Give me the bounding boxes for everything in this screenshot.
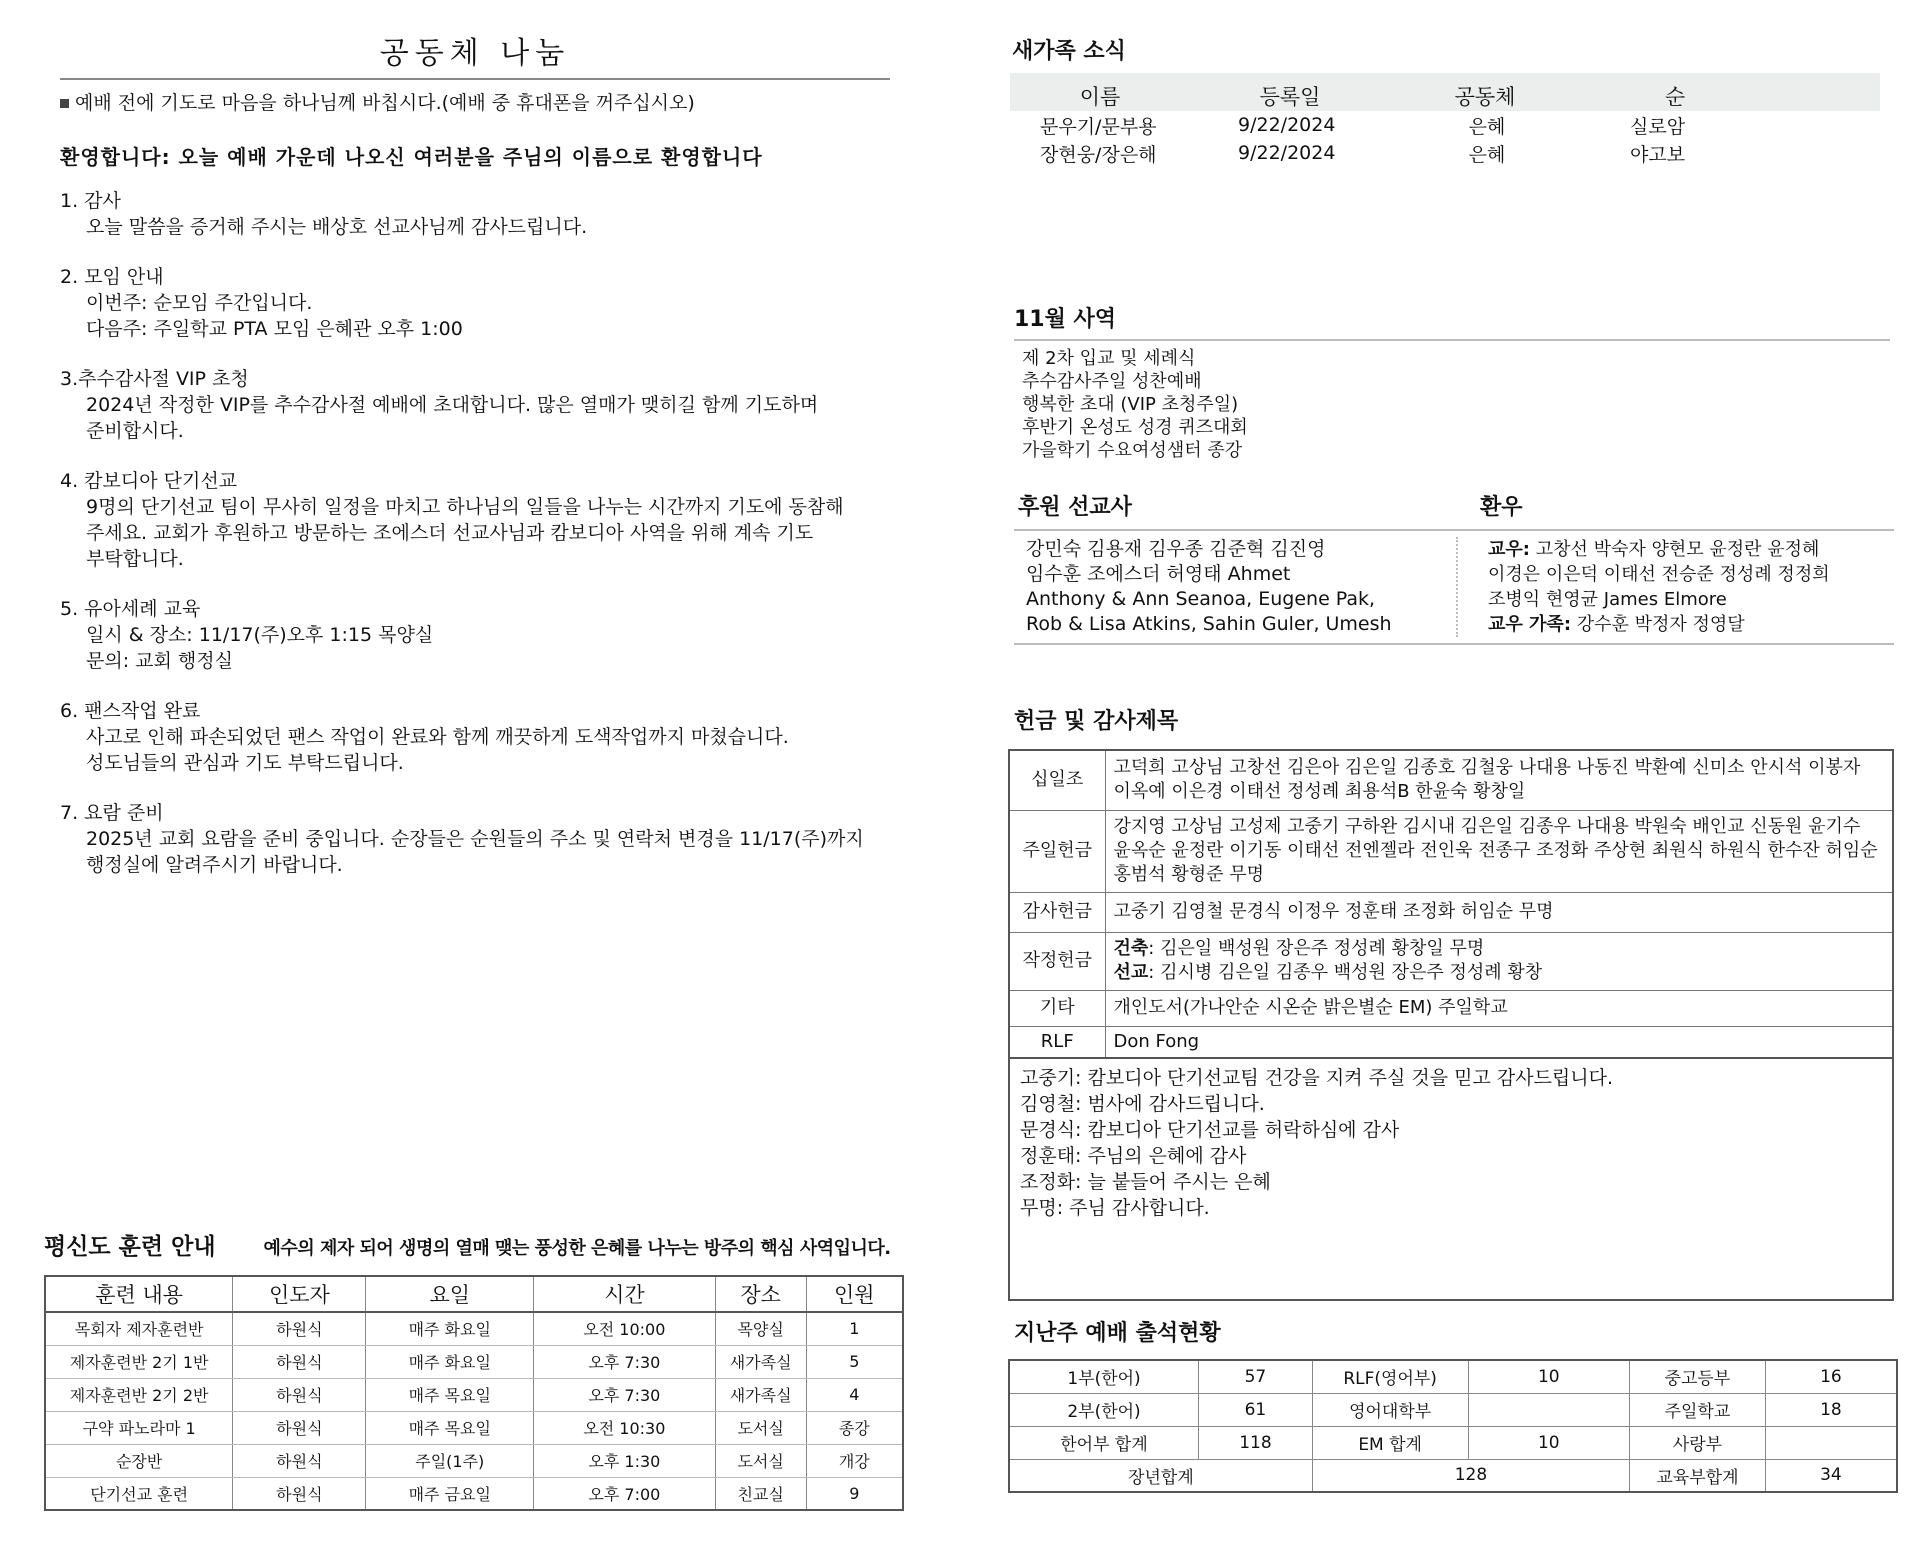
training-cell: 하원식: [233, 1477, 366, 1510]
pledge-line: 선교: 김시병 김은일 김종우 백성원 장은주 정성례 황창: [1113, 962, 1543, 983]
table-row: [1009, 1360, 1897, 1393]
table-row: [1009, 892, 1893, 932]
announcement-body: [60, 724, 890, 776]
announcement-line: 문의: 교회 행정실: [86, 650, 233, 672]
worship-notice: 예배 전에 기도로 마음을 하나님께 바칩시다.(예배 중 휴대폰을 꺼주십시오): [60, 88, 890, 115]
list-item: 행복한 초대 (VIP 초청주일): [1022, 394, 1239, 415]
training-header-cell: 훈련 내용: [45, 1276, 233, 1312]
patients-title: 환우: [1480, 495, 1523, 520]
new-family-cell: 은혜: [1468, 115, 1506, 138]
training-cell: 친교실: [715, 1477, 806, 1510]
offering-label: RLF: [1009, 1026, 1105, 1058]
attendance-cell: 2부(한어): [1009, 1393, 1199, 1426]
announcement-list: [60, 188, 890, 878]
training-cell: 오후 1:30: [534, 1444, 716, 1477]
new-family-cell: 9/22/2024: [1238, 142, 1336, 164]
table-row: [1009, 932, 1893, 990]
table-row: [1009, 810, 1893, 892]
missionary-line: Rob & Lisa Atkins, Sahin Guler, Umesh: [1026, 613, 1392, 635]
training-cell: 제자훈련반 2기 1반: [45, 1345, 233, 1378]
announcement-line: 준비합시다.: [86, 420, 184, 442]
list-item: 추수감사주일 성찬예배: [1022, 371, 1202, 392]
announcement-title: 7. 요람 준비: [60, 802, 164, 824]
offering-line: 이옥예 이은경 이태선 정성례 최용석B 한윤숙 황창일: [1113, 781, 1526, 803]
attendance-cell: 10: [1468, 1426, 1630, 1459]
attendance-cell: [1468, 1393, 1630, 1426]
attendance-cell: 영어대학부: [1312, 1393, 1468, 1426]
attendance-total-cell: 128: [1312, 1459, 1629, 1492]
announcement-title: 4. 캄보디아 단기선교: [60, 470, 238, 492]
offering-line: 윤옥순 윤정란 이기동 이태선 전엔젤라 전인욱 전종구 조정화 주상현 최원식 하원식 한수잔 허임순: [1113, 840, 1878, 861]
offering-section: [1014, 704, 1900, 1301]
new-family-cell: 은혜: [1468, 143, 1506, 166]
november-title: 11월 사역: [1014, 302, 1890, 341]
announcement-body: [60, 494, 890, 572]
table-row: [1009, 1393, 1897, 1426]
square-bullet-icon: [60, 99, 69, 108]
pledge-line: 건축: 김은일 백성원 장은주 정성례 황창일 무명: [1113, 938, 1485, 959]
page-title: 공동체 나눔: [60, 28, 890, 80]
offering-table: [1008, 749, 1894, 1059]
attendance-total-cell: 34: [1765, 1459, 1897, 1492]
training-title: 평신도 훈련 안내: [44, 1234, 216, 1260]
welcome-message: 환영합니다: 오늘 예배 가운데 나오신 여러분을 주님의 이름으로 환영합니다: [60, 145, 763, 169]
offering-label: 십일조: [1009, 750, 1105, 810]
announcement-line: 주세요. 교회가 후원하고 방문하는 조에스더 선교사님과 캄보디아 사역을 위해 계속 기도: [86, 522, 814, 544]
november-ministry-section: [1014, 302, 1890, 462]
announcement-line: 2025년 교회 요람을 준비 중입니다. 순장들은 순원들의 주소 및 연락처 변경을 11/17(주)까지: [86, 828, 864, 850]
attendance-title: 지난주 예배 출석현황: [1014, 1321, 1221, 1346]
training-cell: 하원식: [233, 1312, 366, 1345]
announcement-body: [60, 392, 890, 444]
training-header-cell: 요일: [366, 1276, 534, 1312]
training-cell: 오전 10:00: [534, 1312, 716, 1345]
announcement-item: [60, 698, 890, 776]
announcement-title: 3.추수감사절 VIP 초청: [60, 368, 249, 390]
announcement-title: 5. 유아세례 교육: [60, 598, 201, 620]
table-row: [45, 1411, 903, 1444]
training-cell: 목양실: [715, 1312, 806, 1345]
new-family-cell: 문우기/문부용: [1040, 115, 1157, 138]
announcement-body: [60, 826, 890, 878]
training-cell: 4: [806, 1378, 903, 1411]
announcement-body: [60, 290, 890, 342]
thanks-line: 정훈태: 주님의 은혜에 감사: [1020, 1145, 1247, 1167]
attendance-cell: EM 합계: [1312, 1426, 1468, 1459]
training-cell: 오후 7:30: [534, 1378, 716, 1411]
announcement-line: 행정실에 알려주시기 바랍니다.: [86, 854, 343, 876]
table-row: [45, 1444, 903, 1477]
community-sharing-section: [60, 28, 890, 878]
attendance-cell: 61: [1199, 1393, 1313, 1426]
missionary-line: Anthony & Ann Seanoa, Eugene Pak,: [1026, 588, 1376, 610]
announcement-line: 오늘 말씀을 증거해 주시는 배상호 선교사님께 감사드립니다.: [86, 216, 588, 238]
offering-label: 감사헌금: [1009, 892, 1105, 932]
offering-value: [1105, 750, 1893, 810]
attendance-cell: 1부(한어): [1009, 1360, 1199, 1393]
training-cell: 제자훈련반 2기 2반: [45, 1378, 233, 1411]
missionary-line: 강민숙 김용재 김우종 김준혁 김진영: [1026, 538, 1326, 560]
offering-value: [1105, 1026, 1893, 1058]
training-cell: 매주 화요일: [366, 1345, 534, 1378]
table-row: [1009, 1026, 1893, 1058]
announcement-item: [60, 800, 890, 878]
training-cell: 하원식: [233, 1444, 366, 1477]
missionary-line: 임수훈 조에스더 허영태 Ahmet: [1026, 563, 1291, 585]
training-cell: 매주 화요일: [366, 1312, 534, 1345]
missionary-list: [1026, 537, 1456, 637]
table-row: [45, 1345, 903, 1378]
new-family-section: [1012, 34, 1880, 167]
patient-list: 교우: 고창선 박숙자 양현모 윤정란 윤정혜 이경은 이은덕 이태선 전승준 정성례 정정희 조병익 현영균 James Elmore 교우 가족: 강수훈 박정자 정영달: [1456, 537, 1894, 637]
offering-line: 강지영 고상님 고성제 고중기 구하완 김시내 김은일 김종우 나대용 박원숙 배인교 신동원 윤기수: [1113, 816, 1861, 837]
announcement-item: [60, 366, 890, 444]
new-family-title: 새가족 소식: [1012, 39, 1126, 64]
training-table: [44, 1275, 904, 1511]
announcement-item: [60, 188, 890, 240]
new-family-header: [1010, 73, 1880, 111]
header-date: 등록일: [1259, 85, 1321, 109]
training-cell: 새가족실: [715, 1378, 806, 1411]
offering-value: [1105, 892, 1893, 932]
offering-value: [1105, 932, 1893, 990]
thanks-line: 조정화: 늘 붙들어 주시는 은혜: [1020, 1171, 1271, 1193]
training-cell: 도서실: [715, 1444, 806, 1477]
thanks-line: 무명: 주님 감사합니다.: [1020, 1197, 1210, 1219]
november-list: [1014, 347, 1890, 462]
training-cell: 종강: [806, 1411, 903, 1444]
announcement-line: 9명의 단기선교 팀이 무사히 일정을 마치고 하나님의 일들을 나누는 시간까지 기도에 동참해: [86, 496, 844, 518]
header-name: 이름: [1079, 85, 1121, 109]
announcement-title: 2. 모임 안내: [60, 266, 164, 288]
training-cell: 5: [806, 1345, 903, 1378]
table-row: [45, 1312, 903, 1345]
thanks-line: 김영철: 범사에 감사드립니다.: [1020, 1093, 1265, 1115]
offering-title: 헌금 및 감사제목: [1014, 709, 1179, 734]
training-section: [44, 1228, 904, 1511]
announcement-line: 일시 & 장소: 11/17(주)오후 1:15 목양실: [86, 624, 434, 646]
attendance-cell: 118: [1199, 1426, 1313, 1459]
attendance-cell: 중고등부: [1630, 1360, 1766, 1393]
training-cell: 하원식: [233, 1378, 366, 1411]
attendance-cell: 사랑부: [1630, 1426, 1766, 1459]
training-header-cell: 시간: [534, 1276, 716, 1312]
thanks-notes: [1008, 1059, 1894, 1301]
attendance-section: [1014, 1316, 1900, 1493]
training-cell: 매주 목요일: [366, 1378, 534, 1411]
table-row: [1009, 1426, 1897, 1459]
training-cell: 1: [806, 1312, 903, 1345]
table-row: [45, 1378, 903, 1411]
header-community: 공동체: [1454, 85, 1516, 109]
offering-line: 개인도서(가나안순 시온순 밝은별순 EM) 주일학교: [1113, 997, 1508, 1018]
training-cell: 구약 파노라마 1: [45, 1411, 233, 1444]
announcement-title: 6. 팬스작업 완료: [60, 700, 201, 722]
training-cell: 9: [806, 1477, 903, 1510]
table-row: [45, 1477, 903, 1510]
list-item: 후반기 온성도 성경 퀴즈대회: [1022, 417, 1248, 438]
offering-label: 기타: [1009, 990, 1105, 1026]
offering-value: [1105, 990, 1893, 1026]
announcement-line: 성도님들의 관심과 기도 부탁드립니다.: [86, 752, 404, 774]
training-header-cell: 인원: [806, 1276, 903, 1312]
offering-value: [1105, 810, 1893, 892]
training-header-cell: 인도자: [233, 1276, 366, 1312]
new-family-cell: 장현웅/장은해: [1040, 143, 1157, 166]
training-cell: 주일(1주): [366, 1444, 534, 1477]
training-cell: 하원식: [233, 1411, 366, 1444]
training-cell: 오후 7:00: [534, 1477, 716, 1510]
training-cell: 개강: [806, 1444, 903, 1477]
attendance-table: [1008, 1359, 1898, 1493]
training-cell: 순장반: [45, 1444, 233, 1477]
support-section: [1014, 490, 1894, 645]
new-family-cell: 실로암: [1630, 115, 1686, 138]
attendance-cell: 57: [1199, 1360, 1313, 1393]
header-group: 순: [1664, 85, 1686, 109]
table-row: [1009, 1459, 1897, 1492]
training-header-cell: 장소: [715, 1276, 806, 1312]
training-cell: 오후 7:30: [534, 1345, 716, 1378]
announcement-line: 사고로 인해 파손되었던 팬스 작업이 완료와 함께 깨끗하게 도색작업까지 마쳤습니다.: [86, 726, 789, 748]
table-row: [1009, 990, 1893, 1026]
attendance-total-cell: 교육부합계: [1630, 1459, 1766, 1492]
training-cell: 하원식: [233, 1345, 366, 1378]
attendance-cell: 한어부 합계: [1009, 1426, 1199, 1459]
attendance-cell: 18: [1765, 1393, 1897, 1426]
table-row: [1009, 750, 1893, 810]
list-item: 가을학기 수요여성샘터 종강: [1022, 440, 1243, 461]
training-cell: 매주 목요일: [366, 1411, 534, 1444]
table-row: [1012, 139, 1880, 167]
new-family-cell: 9/22/2024: [1238, 114, 1336, 136]
new-family-cell: 야고보: [1630, 143, 1686, 166]
attendance-total-cell: 장년합계: [1009, 1459, 1312, 1492]
announcement-line: 2024년 작정한 VIP를 추수감사절 예배에 초대합니다. 많은 열매가 맺히길 함께 기도하며: [86, 394, 819, 416]
thanks-line: 고중기: 캄보디아 단기선교팀 건강을 지켜 주실 것을 믿고 감사드립니다.: [1020, 1067, 1614, 1089]
announcement-body: [60, 622, 890, 674]
training-cell: 새가족실: [715, 1345, 806, 1378]
table-row: [1012, 111, 1880, 139]
offering-line: Don Fong: [1113, 1030, 1200, 1052]
announcement-item: [60, 596, 890, 674]
attendance-cell: [1765, 1426, 1897, 1459]
training-cell: 매주 금요일: [366, 1477, 534, 1510]
attendance-cell: 10: [1468, 1360, 1630, 1393]
training-cell: 단기선교 훈련: [45, 1477, 233, 1510]
offering-line: 고덕희 고상님 고창선 김은아 김은일 김종호 김철웅 나대용 나동진 박환예 신미소 안시석 이봉자: [1113, 757, 1861, 779]
attendance-cell: 주일학교: [1630, 1393, 1766, 1426]
training-cell: 목회자 제자훈련반: [45, 1312, 233, 1345]
announcement-body: [60, 214, 890, 240]
list-item: 제 2차 입교 및 세례식: [1022, 348, 1196, 369]
attendance-cell: 16: [1765, 1360, 1897, 1393]
offering-line: 홍범석 황형준 무명: [1113, 864, 1265, 885]
offering-line: 고중기 김영철 문경식 이정우 정훈태 조정화 허임순 무명: [1113, 901, 1554, 922]
offering-label: 주일헌금: [1009, 810, 1105, 892]
announcement-line: 이번주: 순모임 주간입니다.: [86, 292, 313, 314]
announcement-title: 1. 감사: [60, 190, 121, 212]
thanks-line: 문경식: 캄보디아 단기선교를 허락하심에 감사: [1020, 1119, 1400, 1141]
announcement-line: 부탁합니다.: [86, 548, 184, 570]
offering-label: 작정헌금: [1009, 932, 1105, 990]
announcement-item: [60, 468, 890, 572]
training-cell: 도서실: [715, 1411, 806, 1444]
announcement-item: [60, 264, 890, 342]
training-subtitle: 예수의 제자 되어 생명의 열매 맺는 풍성한 은혜를 나누는 방주의 핵심 사역입니다.: [263, 1238, 891, 1259]
missionary-title: 후원 선교사: [1018, 495, 1132, 520]
announcement-line: 다음주: 주일학교 PTA 모임 은혜관 오후 1:00: [86, 318, 463, 340]
attendance-cell: RLF(영어부): [1312, 1360, 1468, 1393]
training-cell: 오전 10:30: [534, 1411, 716, 1444]
